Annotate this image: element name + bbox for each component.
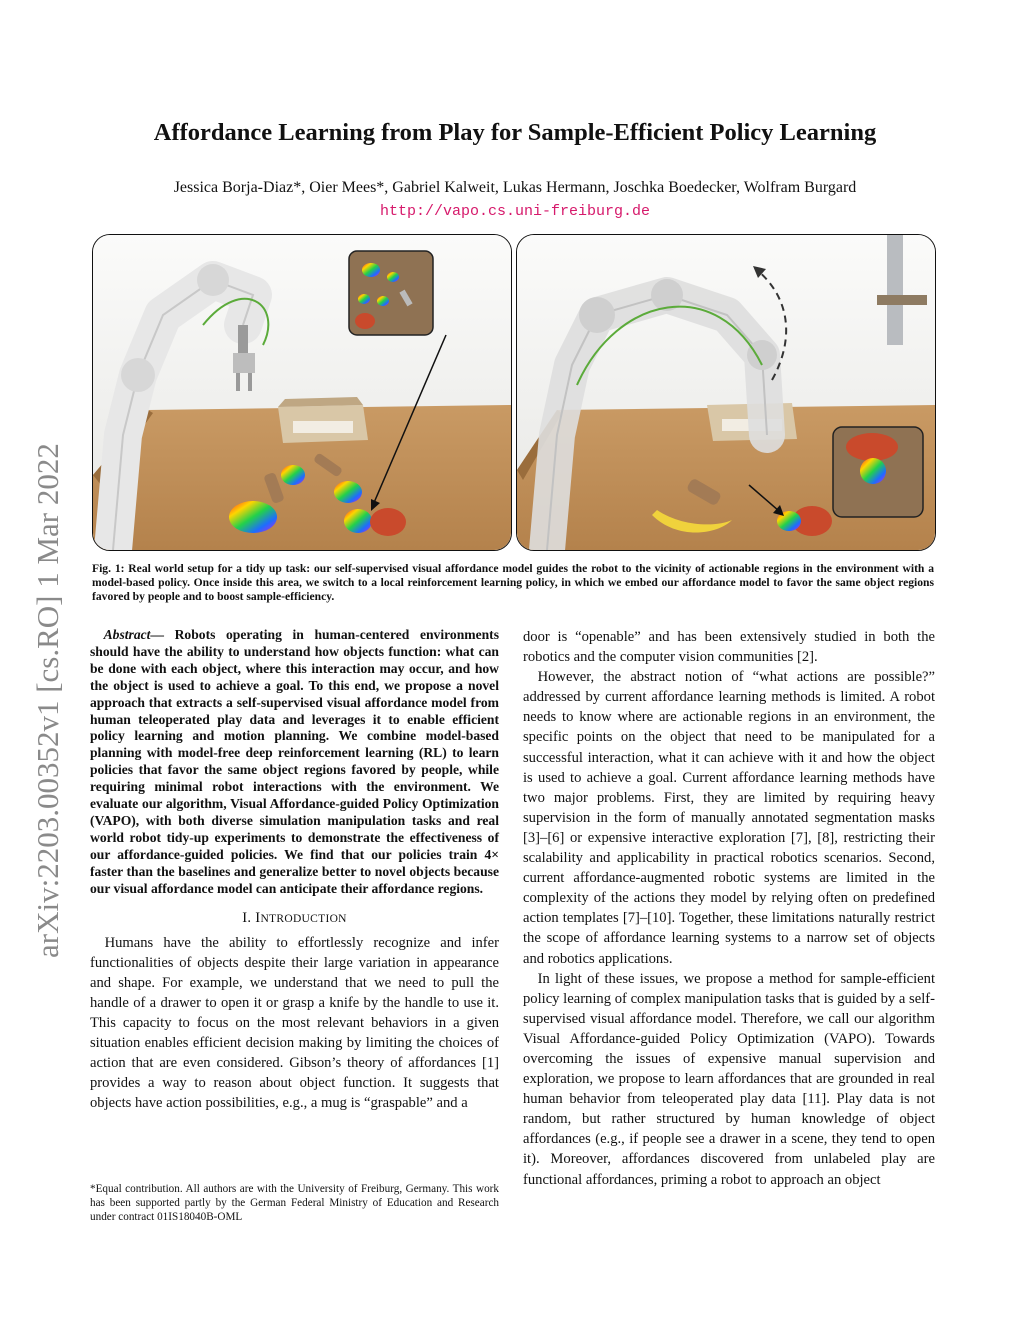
abstract-label: Abstract [103, 627, 151, 642]
right-paragraph-3: In light of these issues, we propose a method for sample-efficient policy learning of complex manipulation tasks that is guided by a self-supervised visual affordance model. Therefore, we call our algorithm Visual Affordance-guided Policy Optimization (VAPO). Towards overcoming the issues of expensive manual supervision and exploration, we propose to learn affordances that are grounded in real human behavior from teleoperated play data [11]. Play data is not random, but rather structured by human knowledge of object affordances (e.g., if people see a drawer in a scene, they tend to open it). Moreover, affordances discovered from unlabeled play are functional affordances, priming a robot to approach an object [523, 970, 935, 1188]
section-title-first: I [255, 909, 261, 926]
footnote: *Equal contribution. All authors are with the University of Freiburg, Germany. This work has been supported partly by the German Federal Ministry of Education and Research under contract 01IS18040B-OML [90, 1183, 499, 1223]
arxiv-id: arXiv:2203.00352v1 [cs.RO] 1 Mar 2022 [30, 443, 65, 958]
project-url[interactable]: http://vapo.cs.uni-freiburg.de [379, 203, 651, 220]
figure-panel-left [92, 234, 512, 551]
arxiv-stamp [14, 350, 68, 962]
section-title-rest: NTRODUCTION [260, 912, 347, 925]
intro-paragraph: Humans have the ability to effortlessly recognize and infer functionalities of objects despite their large variation in appearance and shape. For example, we understand that we need to pull the handle of a drawer to open it or grasp a knife by the handle to use it. This capacity to focus on the most relevant behaviors in a given situation enables efficient decision making by limiting the choices of action that are even considered. Gibson’s theory of affordances [1] provides a way to reason about object function. It suggests that objects have action possibilities, e.g., a mug is “graspable” and a [90, 934, 499, 1112]
section-number: I. [242, 909, 252, 926]
abstract-text: — Robots operating in human-centered environments should have the ability to understand how objects function: what can be done with each object, where this interaction may occur, and how the object is used to achieve a goal. To this end, we propose a novel approach that extracts a self-supervised visual affordance model from human teleoperated play data and leverages it to enable efficient policy learning and motion planning. We combine model-based planning with model-free deep reinforcement learning (RL) to learn policies that favor the same object regions favored by people, while requiring minimal robot interactions with the environment. We evaluate our algorithm, Visual Affordance-guided Policy Optimization (VAPO), with both diverse simulation manipulation tasks and real world robot tidy-up experiments to demonstrate the effectiveness of our affordance-guided policies. We find that our policies train 4× faster than the baselines and generalize better to novel objects because our visual affordance model can anticipate their affordance regions. [90, 627, 499, 896]
author-list: Jessica Borja-Diaz*, Oier Mees*, Gabriel Kalweit, Lukas Hermann, Joschka Boedecker, Wolfram Burgard [173, 179, 857, 196]
left-column [90, 627, 499, 1113]
right-paragraph-1: door is “openable” and has been extensively studied in both the robotics and the computer vision communities [2]. [523, 629, 935, 666]
right-column [523, 627, 935, 1190]
figure-panel-right [516, 234, 936, 551]
abstract [90, 627, 499, 898]
figure-caption: Fig. 1: Real world setup for a tidy up task: our self-supervised visual affordance model guides the robot to the vicinity of actionable regions in the environment with a model-based policy. Once inside this area, we switch to a local reinforcement learning policy, in which we embed our affordance model to favor the same object regions favored by people and to boost sample-efficiency. [92, 562, 934, 603]
section-heading [90, 908, 499, 929]
paper-title: Affordance Learning from Play for Sample-Efficient Policy Learning [153, 119, 877, 146]
figure-1 [92, 234, 938, 551]
right-paragraph-2: However, the abstract notion of “what actions are possible?” addressed by current affordance learning methods is limited. A robot needs to know where are actionable regions in an environment, the specific points on the object that need to be manipulated for a successful interaction, what it can achieve with it and how the object is used to achieve a goal. Current affordance learning methods have two major problems. First, they are limited by requiring heavy supervision in the form of manually annotated segmentation masks [3]–[6] or expensive interactive exploration [7], [8], restricting their scalability and applicability in practical robotics scenarios. Second, current affordance-augmented robotic systems are limited in the complexity of the actions they model by relying often on predefined action templates [7]–[10]. Together, these limitations naturally restrict the scope of affordance learning systems to a narrow set of objects and robotics applications. [523, 669, 935, 967]
